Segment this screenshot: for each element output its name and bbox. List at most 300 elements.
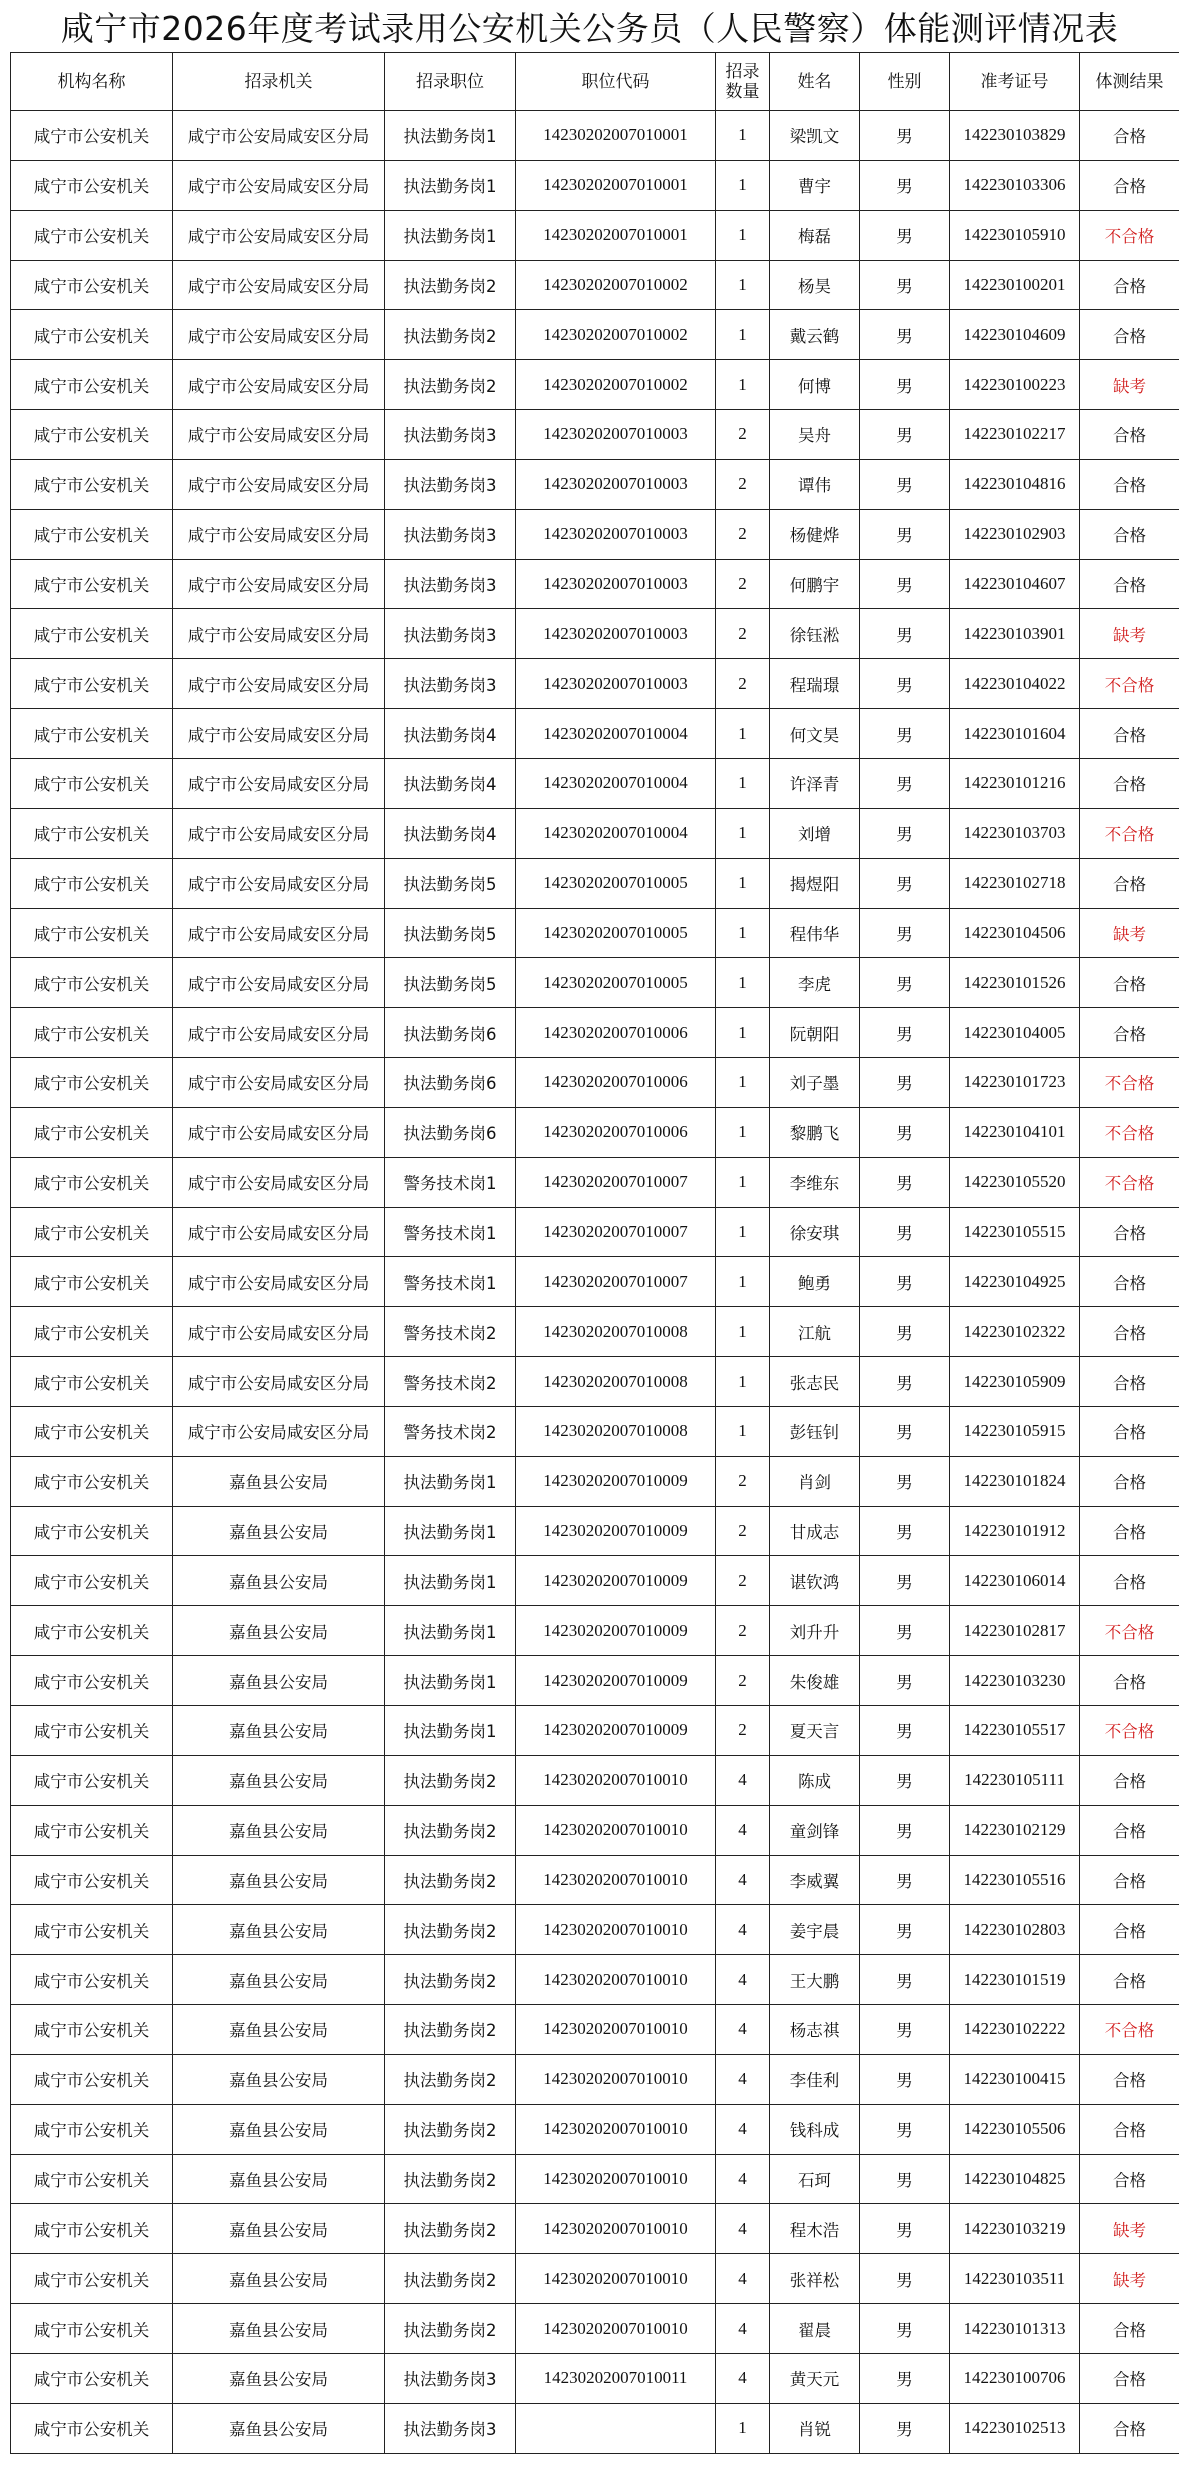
- org-cell: 咸宁市公安机关: [11, 2403, 173, 2453]
- position-code-cell: 14230202007010007: [516, 1157, 716, 1207]
- agency-cell: 嘉鱼县公安局: [173, 1955, 385, 2005]
- quota-cell: 1: [716, 1207, 770, 1257]
- table-row: [11, 2403, 1179, 2453]
- quota-cell: 2: [716, 559, 770, 609]
- gender-cell: 男: [860, 609, 950, 659]
- position-cell: 执法勤务岗6: [385, 1058, 516, 1108]
- org-cell: 咸宁市公安机关: [11, 2254, 173, 2304]
- position-code-cell: 14230202007010010: [516, 2154, 716, 2204]
- ticket-no-cell: 142230104101: [950, 1107, 1080, 1157]
- position-cell: 执法勤务岗1: [385, 1556, 516, 1606]
- ticket-no-cell: 142230103511: [950, 2254, 1080, 2304]
- table-row: [11, 2304, 1179, 2354]
- agency-cell: 嘉鱼县公安局: [173, 2154, 385, 2204]
- agency-cell: 咸宁市公安局咸安区分局: [173, 808, 385, 858]
- table-body: [11, 111, 1179, 2454]
- header-result: 体测结果: [1080, 53, 1179, 111]
- name-cell: 揭煜阳: [770, 858, 860, 908]
- position-cell: 执法勤务岗1: [385, 210, 516, 260]
- name-cell: 江航: [770, 1307, 860, 1357]
- name-cell: 戴云鹤: [770, 310, 860, 360]
- ticket-no-cell: 142230105506: [950, 2104, 1080, 2154]
- table-row: [11, 758, 1179, 808]
- position-cell: 执法勤务岗6: [385, 1008, 516, 1058]
- quota-cell: 4: [716, 1755, 770, 1805]
- gender-cell: 男: [860, 1207, 950, 1257]
- org-cell: 咸宁市公安机关: [11, 1706, 173, 1756]
- table-row: [11, 1905, 1179, 1955]
- position-cell: 执法勤务岗1: [385, 111, 516, 161]
- result-cell: 不合格: [1080, 1058, 1179, 1108]
- ticket-no-cell: 142230103219: [950, 2204, 1080, 2254]
- quota-cell: 2: [716, 1506, 770, 1556]
- org-cell: 咸宁市公安机关: [11, 1506, 173, 1556]
- table-row: [11, 2154, 1179, 2204]
- name-cell: 夏天言: [770, 1706, 860, 1756]
- org-cell: 咸宁市公安机关: [11, 908, 173, 958]
- name-cell: 梁凯文: [770, 111, 860, 161]
- table-row: [11, 1008, 1179, 1058]
- ticket-no-cell: 142230103901: [950, 609, 1080, 659]
- ticket-no-cell: 142230101912: [950, 1506, 1080, 1556]
- name-cell: 甘成志: [770, 1506, 860, 1556]
- ticket-no-cell: 142230100706: [950, 2353, 1080, 2403]
- name-cell: 王大鹏: [770, 1955, 860, 2005]
- name-cell: 李虎: [770, 958, 860, 1008]
- org-cell: 咸宁市公安机关: [11, 160, 173, 210]
- name-cell: 何文昊: [770, 709, 860, 759]
- table-row: [11, 1107, 1179, 1157]
- table-row: [11, 1606, 1179, 1656]
- gender-cell: 男: [860, 908, 950, 958]
- agency-cell: 咸宁市公安局咸安区分局: [173, 160, 385, 210]
- agency-cell: 咸宁市公安局咸安区分局: [173, 908, 385, 958]
- ticket-no-cell: 142230105910: [950, 210, 1080, 260]
- gender-cell: 男: [860, 1058, 950, 1108]
- position-cell: 执法勤务岗3: [385, 2403, 516, 2453]
- agency-cell: 咸宁市公安局咸安区分局: [173, 1157, 385, 1207]
- table-row: [11, 310, 1179, 360]
- quota-cell: 2: [716, 459, 770, 509]
- quota-cell: 1: [716, 1008, 770, 1058]
- quota-cell: 1: [716, 758, 770, 808]
- table-row: [11, 2005, 1179, 2055]
- ticket-no-cell: 142230104609: [950, 310, 1080, 360]
- org-cell: 咸宁市公安机关: [11, 410, 173, 460]
- agency-cell: 咸宁市公安局咸安区分局: [173, 758, 385, 808]
- position-cell: 执法勤务岗2: [385, 1805, 516, 1855]
- name-cell: 徐钰淞: [770, 609, 860, 659]
- gender-cell: 男: [860, 1706, 950, 1756]
- position-code-cell: 14230202007010010: [516, 2104, 716, 2154]
- ticket-no-cell: 142230105517: [950, 1706, 1080, 1756]
- header-quota: 招录 数量: [716, 53, 770, 111]
- name-cell: 姜宇晨: [770, 1905, 860, 1955]
- position-cell: 执法勤务岗4: [385, 808, 516, 858]
- ticket-no-cell: 142230105515: [950, 1207, 1080, 1257]
- ticket-no-cell: 142230101824: [950, 1456, 1080, 1506]
- table-row: [11, 609, 1179, 659]
- position-cell: 执法勤务岗2: [385, 1955, 516, 2005]
- name-cell: 童剑锋: [770, 1805, 860, 1855]
- name-cell: 石珂: [770, 2154, 860, 2204]
- result-cell: 合格: [1080, 1307, 1179, 1357]
- name-cell: 梅磊: [770, 210, 860, 260]
- gender-cell: 男: [860, 1157, 950, 1207]
- position-cell: 执法勤务岗4: [385, 709, 516, 759]
- ticket-no-cell: 142230103306: [950, 160, 1080, 210]
- result-cell: 合格: [1080, 958, 1179, 1008]
- result-cell: 合格: [1080, 410, 1179, 460]
- table-row: [11, 1456, 1179, 1506]
- ticket-no-cell: 142230103230: [950, 1656, 1080, 1706]
- result-cell: 合格: [1080, 1008, 1179, 1058]
- ticket-no-cell: 142230102222: [950, 2005, 1080, 2055]
- position-code-cell: 14230202007010002: [516, 310, 716, 360]
- name-cell: 谌钦鸿: [770, 1556, 860, 1606]
- result-cell: 不合格: [1080, 659, 1179, 709]
- ticket-no-cell: 142230102513: [950, 2403, 1080, 2453]
- table-row: [11, 1656, 1179, 1706]
- agency-cell: 咸宁市公安局咸安区分局: [173, 310, 385, 360]
- agency-cell: 嘉鱼县公安局: [173, 2104, 385, 2154]
- position-cell: 执法勤务岗5: [385, 908, 516, 958]
- table-row: [11, 559, 1179, 609]
- quota-cell: 2: [716, 509, 770, 559]
- position-code-cell: 14230202007010002: [516, 360, 716, 410]
- agency-cell: 咸宁市公安局咸安区分局: [173, 1207, 385, 1257]
- ticket-no-cell: 142230101313: [950, 2304, 1080, 2354]
- position-cell: 执法勤务岗3: [385, 559, 516, 609]
- position-code-cell: 14230202007010007: [516, 1257, 716, 1307]
- ticket-no-cell: 142230102322: [950, 1307, 1080, 1357]
- org-cell: 咸宁市公安机关: [11, 1058, 173, 1108]
- name-cell: 许泽青: [770, 758, 860, 808]
- position-cell: 执法勤务岗2: [385, 2054, 516, 2104]
- org-cell: 咸宁市公安机关: [11, 310, 173, 360]
- quota-cell: 4: [716, 1855, 770, 1905]
- ticket-no-cell: 142230105111: [950, 1755, 1080, 1805]
- agency-cell: 咸宁市公安局咸安区分局: [173, 1406, 385, 1456]
- table-row: [11, 1406, 1179, 1456]
- result-cell: 合格: [1080, 1357, 1179, 1407]
- org-cell: 咸宁市公安机关: [11, 1307, 173, 1357]
- org-cell: 咸宁市公安机关: [11, 2304, 173, 2354]
- position-code-cell: 14230202007010010: [516, 1955, 716, 2005]
- quota-cell: 2: [716, 1706, 770, 1756]
- table-row: [11, 1506, 1179, 1556]
- result-cell: 合格: [1080, 559, 1179, 609]
- quota-cell: 1: [716, 2403, 770, 2453]
- name-cell: 谭伟: [770, 459, 860, 509]
- name-cell: 鲍勇: [770, 1257, 860, 1307]
- position-code-cell: 14230202007010006: [516, 1107, 716, 1157]
- agency-cell: 咸宁市公安局咸安区分局: [173, 858, 385, 908]
- gender-cell: 男: [860, 459, 950, 509]
- agency-cell: 嘉鱼县公安局: [173, 2254, 385, 2304]
- name-cell: 刘增: [770, 808, 860, 858]
- org-cell: 咸宁市公安机关: [11, 659, 173, 709]
- name-cell: 刘子墨: [770, 1058, 860, 1108]
- position-code-cell: 14230202007010010: [516, 2254, 716, 2304]
- position-cell: 执法勤务岗2: [385, 2154, 516, 2204]
- gender-cell: 男: [860, 1755, 950, 1805]
- quota-cell: 4: [716, 2005, 770, 2055]
- position-cell: 执法勤务岗2: [385, 1755, 516, 1805]
- gender-cell: 男: [860, 709, 950, 759]
- quota-cell: 1: [716, 210, 770, 260]
- table-row: [11, 2353, 1179, 2403]
- quota-cell: 1: [716, 958, 770, 1008]
- quota-cell: 1: [716, 709, 770, 759]
- agency-cell: 咸宁市公安局咸安区分局: [173, 1107, 385, 1157]
- position-code-cell: 14230202007010001: [516, 210, 716, 260]
- position-cell: 执法勤务岗1: [385, 1606, 516, 1656]
- gender-cell: 男: [860, 808, 950, 858]
- gender-cell: 男: [860, 310, 950, 360]
- position-code-cell: 14230202007010006: [516, 1008, 716, 1058]
- position-code-cell: 14230202007010007: [516, 1207, 716, 1257]
- org-cell: 咸宁市公安机关: [11, 2154, 173, 2204]
- agency-cell: 嘉鱼县公安局: [173, 2204, 385, 2254]
- position-cell: 执法勤务岗2: [385, 2204, 516, 2254]
- result-cell: 合格: [1080, 2353, 1179, 2403]
- org-cell: 咸宁市公安机关: [11, 459, 173, 509]
- position-cell: 执法勤务岗4: [385, 758, 516, 808]
- org-cell: 咸宁市公安机关: [11, 509, 173, 559]
- quota-cell: 2: [716, 1456, 770, 1506]
- position-code-cell: 14230202007010005: [516, 958, 716, 1008]
- position-code-cell: 14230202007010010: [516, 2204, 716, 2254]
- agency-cell: 嘉鱼县公安局: [173, 1706, 385, 1756]
- agency-cell: 咸宁市公安局咸安区分局: [173, 1008, 385, 1058]
- gender-cell: 男: [860, 758, 950, 808]
- org-cell: 咸宁市公安机关: [11, 2005, 173, 2055]
- position-code-cell: [516, 2403, 716, 2453]
- agency-cell: 咸宁市公安局咸安区分局: [173, 1357, 385, 1407]
- position-code-cell: 14230202007010010: [516, 2304, 716, 2354]
- name-cell: 何鹏宇: [770, 559, 860, 609]
- table-row: [11, 659, 1179, 709]
- position-cell: 警务技术岗1: [385, 1157, 516, 1207]
- header-position-code: 职位代码: [516, 53, 716, 111]
- gender-cell: 男: [860, 1506, 950, 1556]
- position-cell: 执法勤务岗2: [385, 360, 516, 410]
- position-code-cell: 14230202007010003: [516, 410, 716, 460]
- org-cell: 咸宁市公安机关: [11, 1955, 173, 2005]
- ticket-no-cell: 142230105520: [950, 1157, 1080, 1207]
- result-cell: 合格: [1080, 1406, 1179, 1456]
- position-cell: 执法勤务岗2: [385, 1905, 516, 1955]
- agency-cell: 咸宁市公安局咸安区分局: [173, 509, 385, 559]
- result-cell: 不合格: [1080, 1107, 1179, 1157]
- gender-cell: 男: [860, 858, 950, 908]
- quota-cell: 1: [716, 111, 770, 161]
- position-cell: 警务技术岗1: [385, 1257, 516, 1307]
- result-cell: 合格: [1080, 1556, 1179, 1606]
- ticket-no-cell: 142230104506: [950, 908, 1080, 958]
- header-agency: 招录机关: [173, 53, 385, 111]
- result-cell: 合格: [1080, 1506, 1179, 1556]
- quota-cell: 2: [716, 1606, 770, 1656]
- position-code-cell: 14230202007010003: [516, 559, 716, 609]
- position-code-cell: 14230202007010010: [516, 1755, 716, 1805]
- quota-cell: 2: [716, 1556, 770, 1606]
- result-cell: 缺考: [1080, 360, 1179, 410]
- ticket-no-cell: 142230102129: [950, 1805, 1080, 1855]
- table-row: [11, 459, 1179, 509]
- org-cell: 咸宁市公安机关: [11, 958, 173, 1008]
- gender-cell: 男: [860, 1107, 950, 1157]
- org-cell: 咸宁市公安机关: [11, 1008, 173, 1058]
- gender-cell: 男: [860, 1805, 950, 1855]
- agency-cell: 咸宁市公安局咸安区分局: [173, 410, 385, 460]
- agency-cell: 嘉鱼县公安局: [173, 1805, 385, 1855]
- name-cell: 黎鹏飞: [770, 1107, 860, 1157]
- position-cell: 执法勤务岗2: [385, 310, 516, 360]
- position-cell: 警务技术岗2: [385, 1357, 516, 1407]
- position-cell: 执法勤务岗3: [385, 459, 516, 509]
- gender-cell: 男: [860, 1406, 950, 1456]
- org-cell: 咸宁市公安机关: [11, 1805, 173, 1855]
- position-code-cell: 14230202007010008: [516, 1307, 716, 1357]
- result-cell: 合格: [1080, 1855, 1179, 1905]
- position-code-cell: 14230202007010003: [516, 609, 716, 659]
- agency-cell: 咸宁市公安局咸安区分局: [173, 360, 385, 410]
- agency-cell: 嘉鱼县公安局: [173, 1556, 385, 1606]
- result-cell: 合格: [1080, 509, 1179, 559]
- result-cell: 合格: [1080, 2154, 1179, 2204]
- header-gender: 性别: [860, 53, 950, 111]
- result-cell: 不合格: [1080, 210, 1179, 260]
- position-code-cell: 14230202007010004: [516, 758, 716, 808]
- ticket-no-cell: 142230104925: [950, 1257, 1080, 1307]
- agency-cell: 嘉鱼县公安局: [173, 1456, 385, 1506]
- ticket-no-cell: 142230103829: [950, 111, 1080, 161]
- result-cell: 合格: [1080, 1656, 1179, 1706]
- name-cell: 李佳利: [770, 2054, 860, 2104]
- org-cell: 咸宁市公安机关: [11, 260, 173, 310]
- org-cell: 咸宁市公安机关: [11, 1107, 173, 1157]
- gender-cell: 男: [860, 410, 950, 460]
- page-title: 咸宁市2026年度考试录用公安机关公务员（人民警察）体能测评情况表: [60, 9, 1119, 48]
- name-cell: 杨志祺: [770, 2005, 860, 2055]
- quota-cell: 1: [716, 1058, 770, 1108]
- result-cell: 合格: [1080, 2403, 1179, 2453]
- table-row: [11, 1357, 1179, 1407]
- agency-cell: 咸宁市公安局咸安区分局: [173, 1257, 385, 1307]
- org-cell: 咸宁市公安机关: [11, 1406, 173, 1456]
- position-cell: 执法勤务岗3: [385, 609, 516, 659]
- table-row: [11, 1207, 1179, 1257]
- table-header-row: [11, 53, 1179, 111]
- quota-cell: 4: [716, 2054, 770, 2104]
- quota-cell: 1: [716, 858, 770, 908]
- ticket-no-cell: 142230100415: [950, 2054, 1080, 2104]
- ticket-no-cell: 142230100201: [950, 260, 1080, 310]
- position-cell: 执法勤务岗2: [385, 2005, 516, 2055]
- table-row: [11, 410, 1179, 460]
- name-cell: 徐安琪: [770, 1207, 860, 1257]
- name-cell: 程瑞璟: [770, 659, 860, 709]
- quota-cell: 1: [716, 1257, 770, 1307]
- result-cell: 缺考: [1080, 2204, 1179, 2254]
- gender-cell: 男: [860, 2154, 950, 2204]
- position-code-cell: 14230202007010009: [516, 1606, 716, 1656]
- org-cell: 咸宁市公安机关: [11, 709, 173, 759]
- header-ticket-no: 准考证号: [950, 53, 1080, 111]
- org-cell: 咸宁市公安机关: [11, 1207, 173, 1257]
- table-row: [11, 808, 1179, 858]
- agency-cell: 咸宁市公安局咸安区分局: [173, 111, 385, 161]
- table-row: [11, 1855, 1179, 1905]
- results-table: [10, 52, 1179, 2454]
- result-cell: 合格: [1080, 2054, 1179, 2104]
- org-cell: 咸宁市公安机关: [11, 1905, 173, 1955]
- result-cell: 合格: [1080, 2304, 1179, 2354]
- position-code-cell: 14230202007010010: [516, 1855, 716, 1905]
- position-cell: 执法勤务岗2: [385, 2304, 516, 2354]
- gender-cell: 男: [860, 1855, 950, 1905]
- header-position: 招录职位: [385, 53, 516, 111]
- agency-cell: 咸宁市公安局咸安区分局: [173, 659, 385, 709]
- ticket-no-cell: 142230105909: [950, 1357, 1080, 1407]
- name-cell: 张祥松: [770, 2254, 860, 2304]
- gender-cell: 男: [860, 2104, 950, 2154]
- quota-cell: 4: [716, 2104, 770, 2154]
- position-code-cell: 14230202007010001: [516, 111, 716, 161]
- result-cell: 合格: [1080, 310, 1179, 360]
- quota-cell: 2: [716, 659, 770, 709]
- ticket-no-cell: 142230102803: [950, 1905, 1080, 1955]
- gender-cell: 男: [860, 1456, 950, 1506]
- gender-cell: 男: [860, 958, 950, 1008]
- name-cell: 刘升升: [770, 1606, 860, 1656]
- ticket-no-cell: 142230104022: [950, 659, 1080, 709]
- gender-cell: 男: [860, 1556, 950, 1606]
- gender-cell: 男: [860, 2304, 950, 2354]
- agency-cell: 嘉鱼县公安局: [173, 2304, 385, 2354]
- name-cell: 肖剑: [770, 1456, 860, 1506]
- position-code-cell: 14230202007010009: [516, 1456, 716, 1506]
- position-cell: 警务技术岗2: [385, 1406, 516, 1456]
- position-cell: 执法勤务岗3: [385, 659, 516, 709]
- gender-cell: 男: [860, 2204, 950, 2254]
- agency-cell: 嘉鱼县公安局: [173, 1656, 385, 1706]
- org-cell: 咸宁市公安机关: [11, 360, 173, 410]
- quota-cell: 1: [716, 1406, 770, 1456]
- position-code-cell: 14230202007010005: [516, 908, 716, 958]
- quota-cell: 1: [716, 260, 770, 310]
- name-cell: 李维东: [770, 1157, 860, 1207]
- table-row: [11, 858, 1179, 908]
- result-cell: 合格: [1080, 1456, 1179, 1506]
- result-cell: 缺考: [1080, 2254, 1179, 2304]
- gender-cell: 男: [860, 360, 950, 410]
- table-row: [11, 1706, 1179, 1756]
- table-row: [11, 210, 1179, 260]
- agency-cell: 嘉鱼县公安局: [173, 1606, 385, 1656]
- ticket-no-cell: 142230100223: [950, 360, 1080, 410]
- quota-cell: 1: [716, 1357, 770, 1407]
- table-row: [11, 509, 1179, 559]
- ticket-no-cell: 142230102217: [950, 410, 1080, 460]
- agency-cell: 咸宁市公安局咸安区分局: [173, 260, 385, 310]
- org-cell: 咸宁市公安机关: [11, 1357, 173, 1407]
- gender-cell: 男: [860, 659, 950, 709]
- result-cell: 合格: [1080, 1207, 1179, 1257]
- name-cell: 阮朝阳: [770, 1008, 860, 1058]
